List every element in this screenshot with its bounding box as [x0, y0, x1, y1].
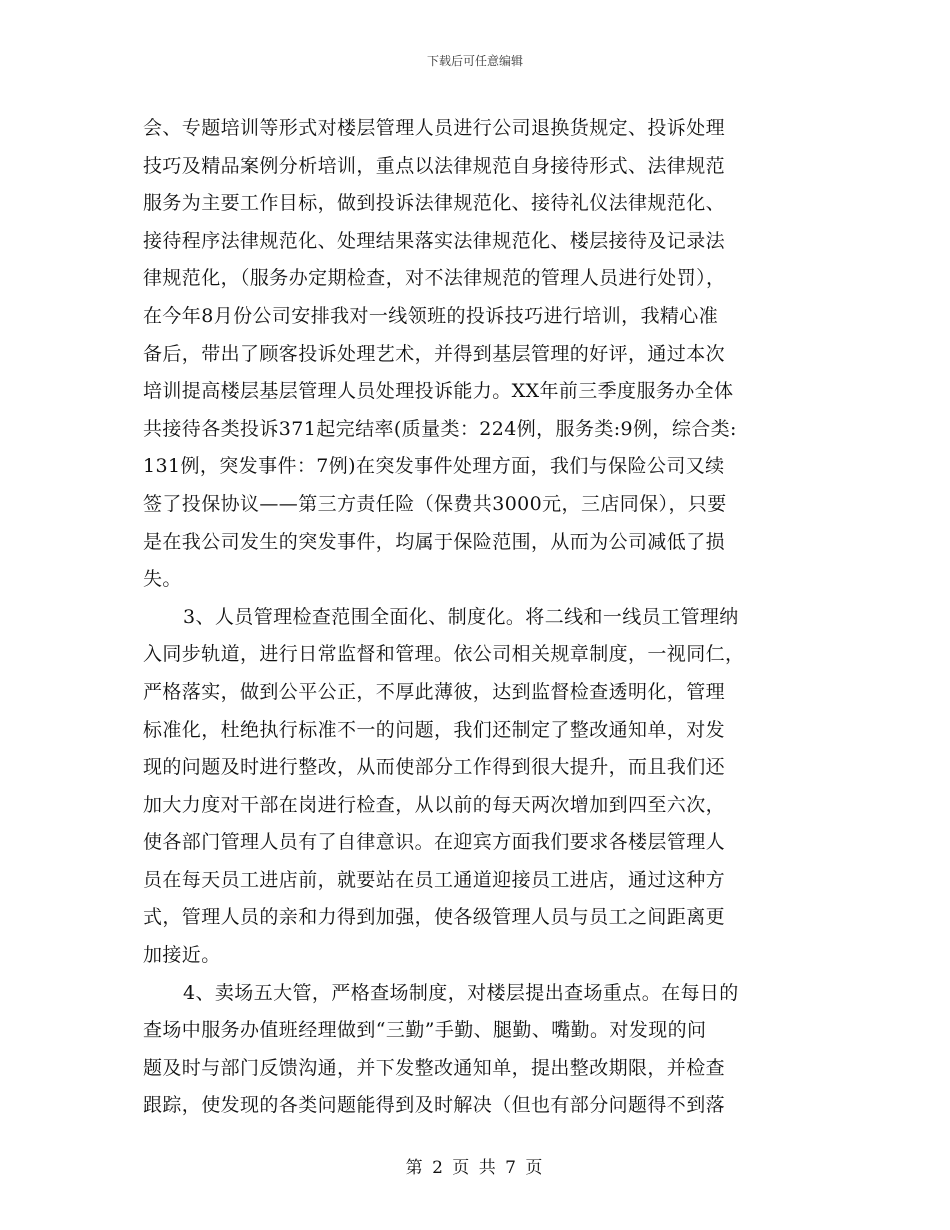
text-line: 签了投保协议——第三方责任险（保费共3000元，三店同保），只要 [143, 492, 727, 515]
text-line: 在今年8月份公司安排我对一线领班的投诉技巧进行培训，我精心准 [143, 304, 719, 327]
text-line: 员在每天员工进店前，就要站在员工通道迎接员工进店，通过这种方 [143, 868, 726, 891]
text-line: 失。 [143, 568, 182, 591]
text-line: 培训提高楼层基层管理人员处理投诉能力。XX年前三季度服务办全体 [143, 380, 734, 403]
text-line: 标准化，杜绝执行标准不一的问题，我们还制定了整改通知单，对发 [143, 718, 726, 741]
text-line: 题及时与部门反馈沟通，并下发整改通知单，提出整改期限，并检查 [143, 1056, 726, 1079]
text-line: 使各部门管理人员有了自律意识。在迎宾方面我们要求各楼层管理人 [143, 831, 726, 854]
text-line: 现的问题及时进行整改，从而使部分工作得到很大提升，而且我们还 [143, 756, 726, 779]
text-line: 律规范化，（服务办定期检查，对不法律规范的管理人员进行处罚）， [143, 267, 726, 290]
text-line: 式，管理人员的亲和力得到加强，使各级管理人员与员工之间距离更 [143, 906, 726, 929]
text-line: 入同步轨道，进行日常监督和管理。依公司相关规章制度，一视同仁， [143, 643, 745, 666]
text-line: 131例，突发事件：7例)在突发事件处理方面，我们与保险公司又续 [143, 455, 725, 478]
text-line: 严格落实，做到公平公正，不厚此薄彼，达到监督检查透明化，管理 [143, 680, 726, 703]
paragraph-start-line: 3、人员管理检查范围全面化、制度化。将二线和一线员工管理纳 [183, 605, 739, 628]
page-header: 下载后可任意编辑 [426, 54, 523, 68]
document-body [143, 110, 811, 1125]
text-line: 技巧及精品案例分析培训，重点以法律规范自身接待形式、法律规范 [143, 154, 726, 177]
text-line: 是在我公司发生的突发事件，均属于保险范围，从而为公司减低了损 [143, 530, 726, 553]
text-line: 共接待各类投诉371起完结率(质量类：224例，服务类:9例，综合类: [143, 417, 737, 440]
text-line: 备后，带出了顾客投诉处理艺术，并得到基层管理的好评，通过本次 [143, 342, 726, 365]
text-line: 加接近。 [143, 944, 221, 967]
page-footer: 第 2 页 共 7 页 [405, 1158, 545, 1178]
text-line: 加大力度对干部在岗进行检查，从以前的每天两次增加到四至六次， [143, 793, 726, 816]
text-line: 接待程序法律规范化、处理结果落实法律规范化、楼层接待及记录法 [143, 229, 726, 252]
text-line: 会、专题培训等形式对楼层管理人员进行公司退换货规定、投诉处理 [143, 117, 726, 139]
paragraph-start-line: 4、卖场五大管，严格查场制度，对楼层提出查场重点。在每日的 [183, 981, 739, 1004]
text-line: 服务为主要工作目标，做到投诉法律规范化、接待礼仪法律规范化、 [143, 192, 726, 215]
text-line: 跟踪，使发现的各类问题能得到及时解决（但也有部分问题得不到落 [143, 1094, 726, 1117]
text-line: 查场中服务办值班经理做到“三勤”手勤、腿勤、嘴勤。对发现的问 [143, 1019, 707, 1042]
